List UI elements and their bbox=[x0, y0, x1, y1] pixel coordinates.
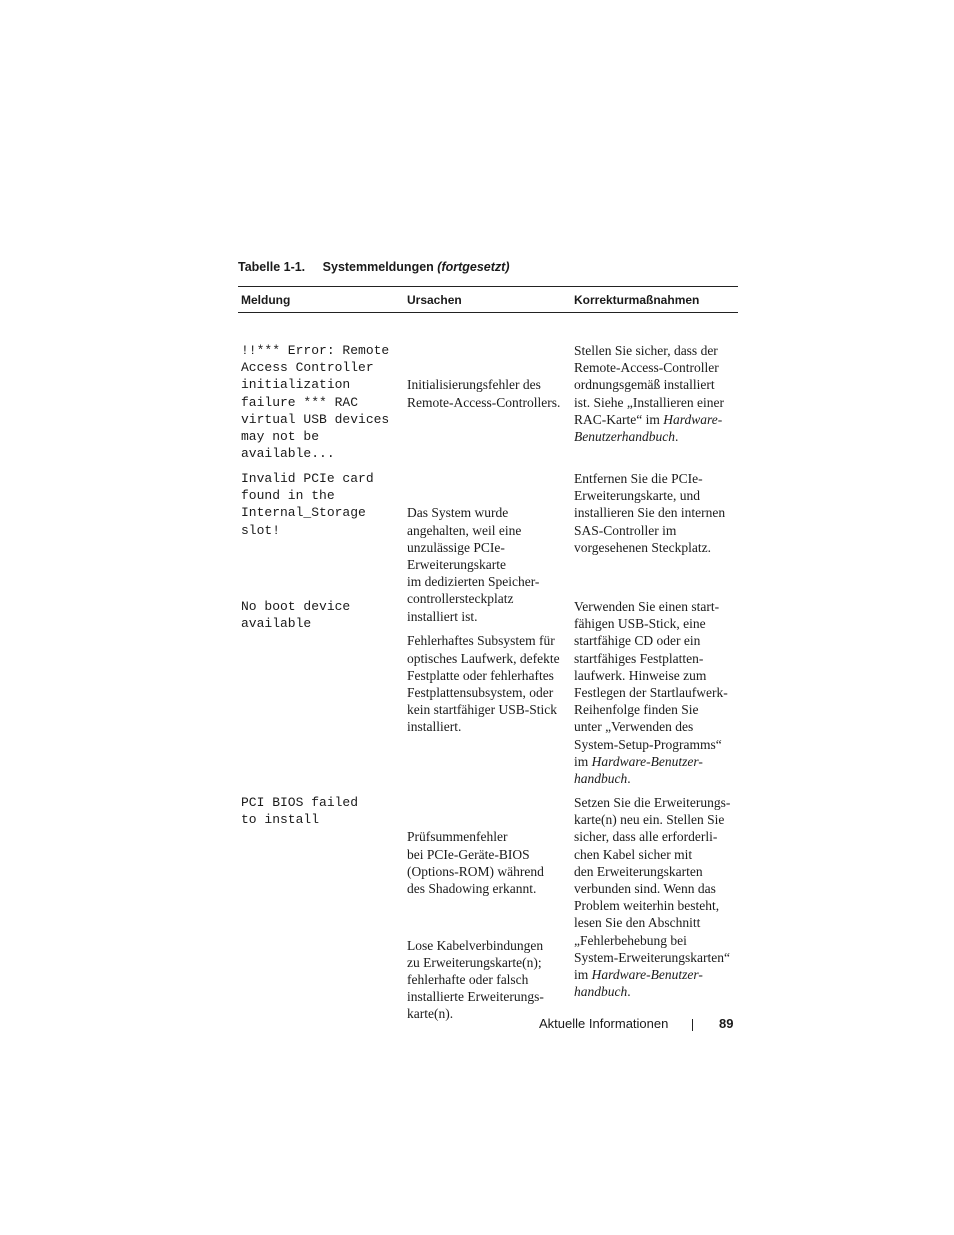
cause-text: Prüfsummenfehler bei PCIe-Geräte-BIOS (Options-ROM) während des Shadowing erkannt. bbox=[407, 829, 544, 897]
action-cell bbox=[571, 342, 738, 470]
action-cell bbox=[571, 598, 738, 794]
caption-label: Tabelle 1-1. bbox=[238, 260, 306, 274]
table-row bbox=[238, 342, 738, 470]
cause-text: Lose Kabelverbindungen zu Erweiterungskarte(n); fehlerhafte oder falsch installierte Erweiterungs- karte(n). bbox=[407, 937, 544, 1022]
cause-text: Das System wurde angehalten, weil eine unzulässige PCIe- Erweiterungskarte im dedizierten Speicher- controllersteckplatz installiert ist. bbox=[407, 505, 540, 624]
footer-divider bbox=[692, 1019, 693, 1031]
header-ursachen: Ursachen bbox=[407, 292, 462, 307]
causes-cell bbox=[404, 342, 571, 470]
causes-cell bbox=[404, 794, 571, 1022]
action-reference: Hardware-Benutzer- handbuch bbox=[574, 967, 703, 1000]
message-cell: No boot device available bbox=[241, 599, 351, 632]
action-reference: Hardware-Benutzer- handbuch bbox=[574, 753, 703, 787]
table-row bbox=[238, 598, 738, 794]
caption-title: Systemmeldungen bbox=[322, 260, 434, 274]
action-cell bbox=[571, 794, 738, 1004]
action-text: Setzen Sie die Erweiterungs- karte(n) neu ein. Stellen Sie sicher, dass alle erforderli- chen Kabel sicher mit den Erweiterungskarten verbunden sind. Wenn das Problem weiterhin besteht, lesen Sie den Abschnitt „Fehlerbehebung bei System-Erweiterungskarten“ im bbox=[574, 795, 731, 983]
cause-text: Fehlerhaftes Subsystem für optisches Laufwerk, defekte Festplatte oder fehlerhaftes Festplattensubsystem, oder kein startfähiger USB-Stick installiert. bbox=[407, 633, 560, 735]
causes-cell bbox=[404, 470, 571, 624]
message-cell: !!*** Error: Remote Access Controller initialization failure *** RAC virtual USB devices may not be available... bbox=[241, 343, 390, 462]
footer-section-title: Aktuelle Informationen bbox=[539, 1016, 669, 1031]
header-meldung: Meldung bbox=[241, 292, 291, 307]
action-end: . bbox=[627, 984, 631, 1000]
system-messages-table bbox=[238, 286, 738, 1022]
action-reference: Hardware- Benutzerhandbuch bbox=[574, 411, 723, 445]
action-text: Entfernen Sie die PCIe- Erweiterungskarte, und installieren Sie den internen SAS-Controller im vorgesehenen Steckplatz. bbox=[574, 471, 726, 555]
table-row bbox=[238, 794, 738, 1022]
cause-text: Initialisierungsfehler des Remote-Access-Controllers. bbox=[407, 377, 561, 410]
message-cell: PCI BIOS failed to install bbox=[241, 795, 359, 828]
table-header bbox=[238, 286, 738, 313]
table-caption bbox=[238, 260, 510, 274]
action-cell bbox=[571, 470, 738, 598]
action-text: Stellen Sie sicher, dass der Remote-Access-Controller ordnungsgemäß installiert ist. Siehe „Installieren einer RAC-Karte“ im bbox=[574, 343, 724, 427]
action-end: . bbox=[627, 771, 631, 787]
caption-continued: (fortgesetzt) bbox=[437, 260, 510, 274]
header-korrekturmassnahmen: Korrekturmaßnahmen bbox=[574, 292, 700, 307]
action-end: . bbox=[675, 429, 679, 445]
message-cell: Invalid PCIe card found in the Internal_Storage slot! bbox=[241, 471, 374, 538]
action-text: Verwenden Sie einen start- fähigen USB-Stick, eine startfähige CD oder ein startfähiges Festplatten- laufwerk. Hinweise zum Festlegen der Startlaufwerk- Reihenfolge finden Sie unter „Verwenden des System-Setup-Programms“ im bbox=[574, 599, 728, 769]
causes-cell bbox=[404, 598, 571, 794]
page-number: 89 bbox=[719, 1016, 734, 1031]
